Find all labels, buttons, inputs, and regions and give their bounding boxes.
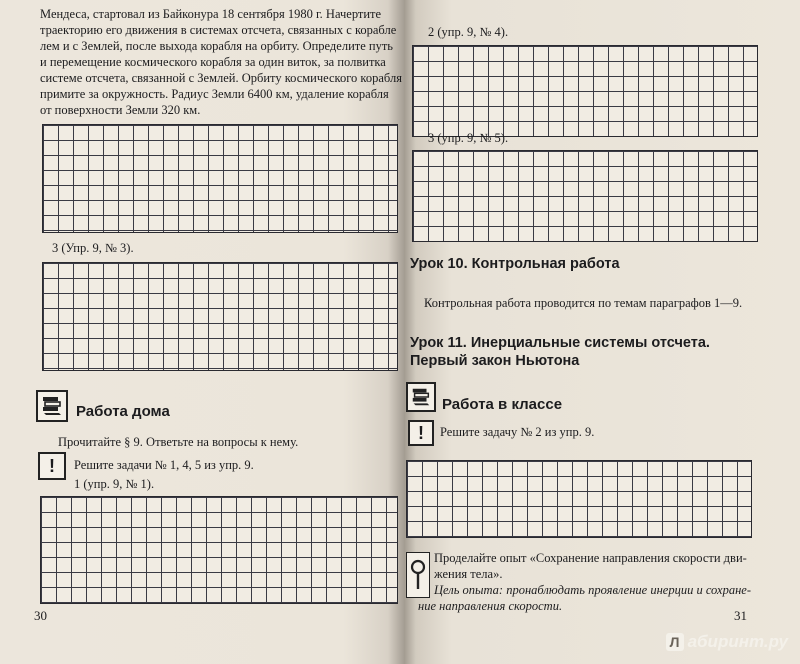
right-page [404,0,800,664]
labirint-logo-icon: Л [666,633,684,651]
intro-line-7: от поверхности Земли 320 км. [40,103,201,117]
intro-line-1: Мендеса, стартовал из Байконура 18 сентября 1980 г. Начертите [40,7,382,21]
goal-line2: ние направления скорости. [418,599,563,613]
lesson10-title: Урок 10. Контрольная работа [410,256,620,272]
exclamation-mark-right: ! [418,422,424,443]
lesson10-text: Контрольная работа проводится по темам параграфов 1—9. [424,296,743,310]
page-number-left: 30 [34,608,47,623]
intro-line-5: системе отсчета, связанной с Землей. Орбиту космического корабля [40,71,402,85]
magnifier-icon [406,552,430,598]
task3-label-right: 3 (упр. 9, № 5). [428,131,509,145]
answer-grid-task2[interactable] [412,45,758,137]
task3-label: 3 (Упр. 9, № 3). [52,241,134,255]
books-icon-right [406,382,436,412]
exclamation-icon-right [408,420,434,446]
classwork-heading: Работа в классе [442,396,563,413]
solve-text-right: Решите задачу № 2 из упр. 9. [440,425,595,439]
experiment-line1: Проделайте опыт «Сохранение направления скорости дви- [434,551,747,565]
books-icon [36,390,68,422]
answer-grid-task3-right[interactable] [412,150,758,242]
experiment-line2: жения тела». [434,567,503,581]
solve-text: Решите задачи № 1, 4, 5 из упр. 9. [74,458,254,472]
answer-grid-classwork[interactable] [406,460,752,538]
answer-grid-intro[interactable] [42,124,398,233]
task1-label: 1 (упр. 9, № 1). [74,477,155,491]
answer-grid-task3[interactable] [42,262,398,371]
homework-heading: Работа дома [76,403,170,420]
page-number-right: 31 [734,608,747,623]
task2-label: 2 (упр. 9, № 4). [428,25,509,39]
intro-line-2: траекторию его движения в системах отсчета, связанных с корабле [40,23,397,37]
exclamation-mark: ! [49,455,55,476]
intro-line-4: и перемещение космического корабля за один виток, за полвитка [40,55,386,69]
intro-line-3: лем и с Землей, после выхода корабля на орбиту. Определите путь [40,39,393,53]
homework-text: Прочитайте § 9. Ответьте на вопросы к нему. [58,435,299,449]
labirint-watermark [666,632,788,652]
lesson11-title-line1: Урок 11. Инерциальные системы отсчета. [410,335,710,351]
watermark-text: абиринт.ру [687,632,788,651]
lesson11-title-line2: Первый закон Ньютона [410,353,580,369]
answer-grid-task1[interactable] [40,496,398,604]
intro-line-6: примите за окружность. Радиус Земли 6400 км, удаление корабля [40,87,389,101]
goal-line1: Цель опыта: пронаблюдать проявление инерции и сохране- [434,583,752,597]
exclamation-icon [38,452,66,480]
